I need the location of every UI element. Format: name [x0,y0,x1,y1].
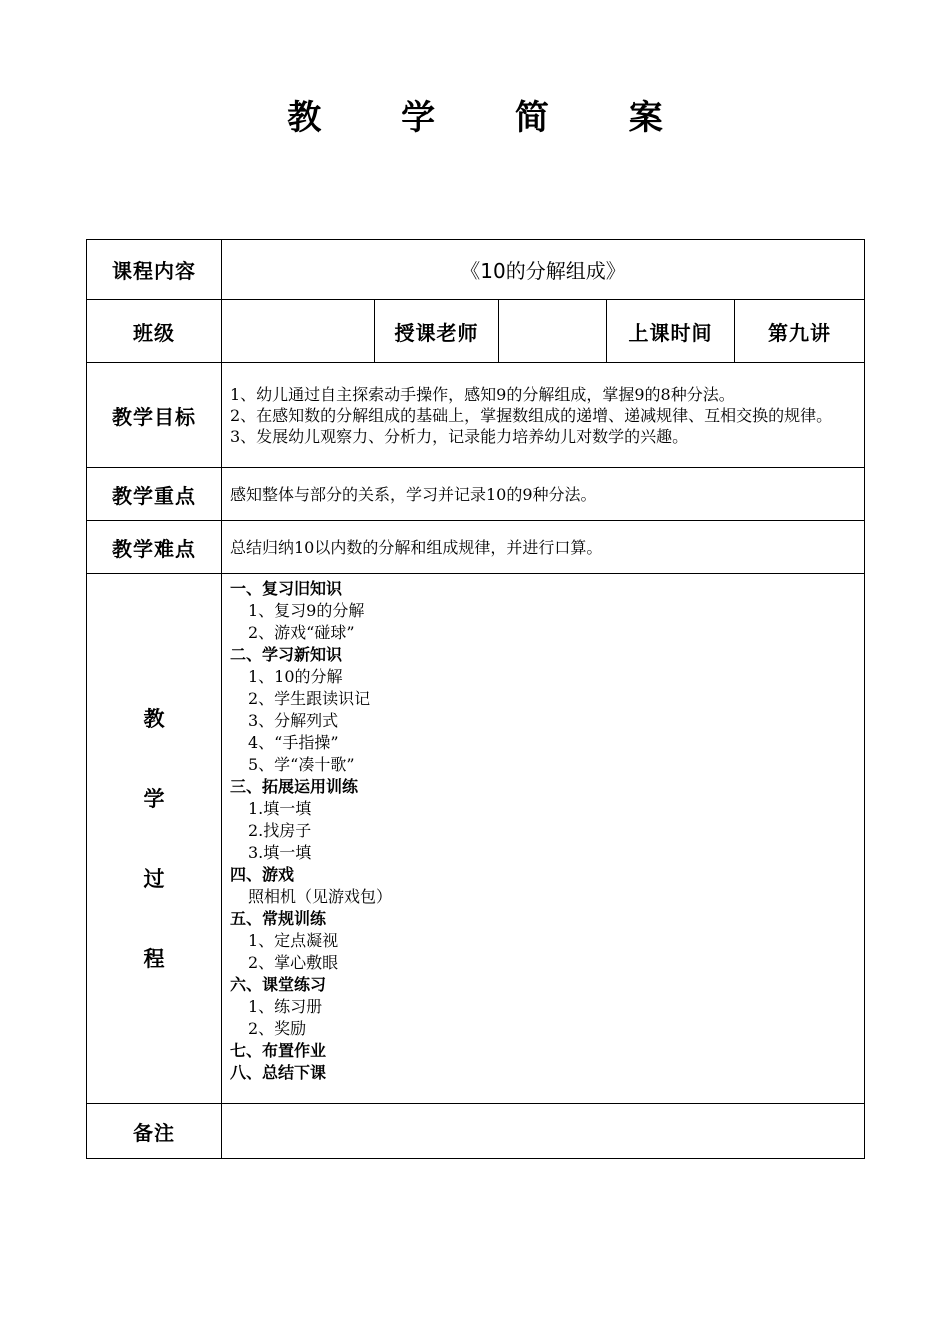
lesson-plan-table [86,239,865,1159]
section-item: 2、奖励 [248,1019,307,1038]
class-row [87,300,865,363]
process-label-char: 教 [143,706,165,731]
section-title: 七、布置作业 [230,1041,327,1060]
goals-row [87,363,865,468]
section-title: 八、总结下课 [230,1063,327,1082]
process-steps [222,574,865,1104]
section-item: 2、学生跟读识记 [248,689,371,708]
section-item: 2、游戏“碰球” [248,623,355,642]
section-item: 1.填一填 [248,799,312,818]
class-label: 班级 [87,300,222,363]
teacher-label: 授课老师 [375,300,499,363]
goals-content [222,363,865,468]
notes-label: 备注 [87,1104,222,1159]
section-title: 六、课堂练习 [230,975,327,994]
time-label: 上课时间 [607,300,735,363]
notes-row [87,1104,865,1159]
section-item: 2、掌心敷眼 [248,953,339,972]
section-item: 5、学“凑十歌” [248,755,355,774]
key-points-label: 教学重点 [87,468,222,521]
section-item: 3、分解列式 [248,711,339,730]
goal-item: 1、幼儿通过自主探索动手操作，感知9的分解组成，掌握9的8种分法。 [230,384,735,404]
process-label-char: 程 [143,946,165,971]
section-item: 1、练习册 [248,997,323,1016]
teacher-value [499,300,607,363]
course-label: 课程内容 [87,240,222,300]
process-row [87,574,865,1104]
section-title: 五、常规训练 [230,909,327,928]
difficulties-label: 教学难点 [87,521,222,574]
section-title: 二、学习新知识 [230,645,343,664]
section-title: 四、游戏 [230,865,295,884]
class-value [222,300,375,363]
goal-item: 3、发展幼儿观察力、分析力，记录能力培养幼儿对数学的兴趣。 [230,426,689,446]
key-points-value: 感知整体与部分的关系，学习并记录10的9种分法。 [222,468,865,521]
section-item: 3.填一填 [248,843,312,862]
section-item: 1、复习9的分解 [248,601,365,620]
difficulties-row [87,521,865,574]
section-title: 三、拓展运用训练 [230,777,359,796]
process-label-char: 学 [143,786,165,811]
notes-value [222,1104,865,1159]
section-item: 1、定点凝视 [248,931,339,950]
section-item: 照相机（见游戏包） [248,887,393,906]
key-points-row [87,468,865,521]
goals-label: 教学目标 [87,363,222,468]
difficulties-value: 总结归纳10以内数的分解和组成规律，并进行口算。 [222,521,865,574]
process-label-char: 过 [143,866,165,891]
document-title: 教 学 简 案 [287,98,697,138]
course-row [87,240,865,300]
section-title: 一、复习旧知识 [230,579,343,598]
section-item: 4、“手指操” [248,733,339,752]
process-label [87,574,222,1104]
section-item: 1、10的分解 [248,667,343,686]
course-title: 《10的分解组成》 [222,240,865,300]
section-item: 2.找房子 [248,821,312,840]
time-value: 第九讲 [735,300,865,363]
goal-item: 2、在感知数的分解组成的基础上，掌握数组成的递增、递减规律、互相交换的规律。 [230,405,833,425]
